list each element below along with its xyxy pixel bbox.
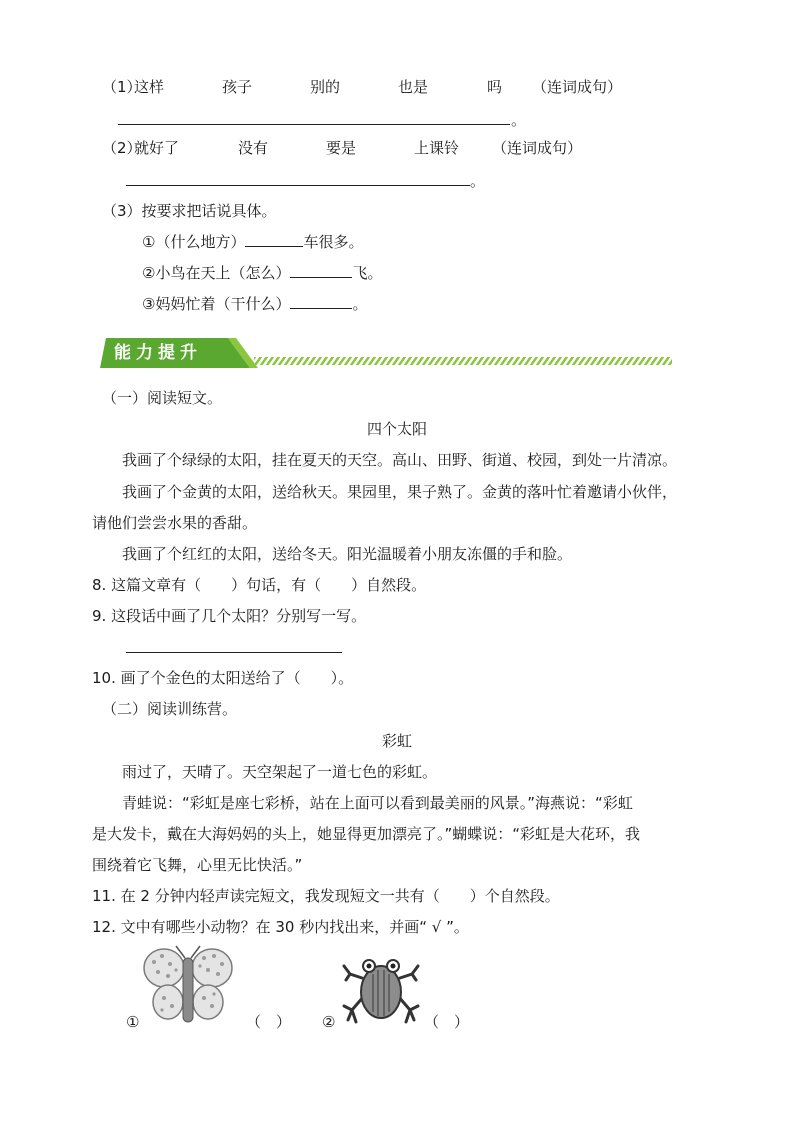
q3-item-3 [142,294,367,314]
question-10: 10. 画了个金色的太阳送给了（ ）。 [92,669,354,687]
question-11: 11. 在 2 分钟内轻声读完短文，我发现短文一共有（ ）个自然段。 [92,887,560,905]
section-banner [100,336,680,370]
q3-item-2-blank[interactable] [290,263,352,278]
part2-paragraph-2-cont-2: 围绕着它飞舞，心里无比快活。” [92,856,303,874]
q2-word-3: 要是 [326,139,357,157]
q3-item-1-prefix: ①（什么地方） [142,233,246,251]
part1-title: 四个太阳 [366,420,427,438]
q1-word-5: 吗 [487,78,503,96]
q3-item-1 [142,232,363,252]
q1-word-3: 别的 [310,78,341,96]
q1-instruction: （连词成句） [532,78,623,96]
q1-period: 。 [511,111,527,129]
q2-word-4: 上课铃 [414,139,460,157]
q3-item-1-blank[interactable] [245,232,303,247]
part1-paragraph-2-cont: 请他们尝尝水果的香甜。 [92,514,258,532]
option-1-label: ① [126,1013,140,1031]
q3-item-2-prefix: ②小鸟在天上（怎么） [142,264,291,282]
q1-number: （1） [102,78,142,96]
question-9: 9. 这段话中画了几个太阳？分别写一写。 [92,607,367,625]
q3-item-3-prefix: ③妈妈忙着（干什么） [142,295,291,313]
part2-paragraph-1: 雨过了，天晴了。天空架起了一道七色的彩虹。 [122,763,438,781]
part1-paragraph-2: 我画了个金黄的太阳，送给秋天。果园里，果子熟了。金黄的落叶忙着邀请小伙伴， [122,483,678,501]
part1-paragraph-3: 我画了个红红的太阳，送给冬天。阳光温暖着小朋友冻僵的手和脸。 [122,545,573,563]
q3-title: （3）按要求把话说具体。 [102,202,277,220]
question-8: 8. 这篇文章有（ ）句话，有（ ）自然段。 [92,576,427,594]
q1-answer-line[interactable] [118,124,510,125]
q1-word-1: 这样 [134,78,165,96]
q2-word-2: 没有 [238,139,269,157]
q3-item-3-suffix: 。 [352,295,368,313]
part1-intro: （一）阅读短文。 [102,389,223,407]
q1-word-4: 也是 [398,78,429,96]
part1-paragraph-1: 我画了个绿绿的太阳，挂在夏天的天空。高山、田野、街道、校园，到处一片清凉。 [122,451,678,469]
part2-intro: （二）阅读训练营。 [102,700,238,718]
q2-period: 。 [470,172,486,190]
q3-item-3-blank[interactable] [290,294,352,309]
frog-icon [342,952,420,1026]
option-1-checkbox[interactable]: （ ） [246,1013,292,1031]
q3-item-2 [142,263,382,283]
part2-title: 彩虹 [381,732,412,750]
q3-item-2-suffix: 飞。 [352,264,383,282]
option-2-label: ② [322,1013,336,1031]
q2-word-1: 就好了 [134,139,180,157]
question-12: 12. 文中有哪些小动物？在 30 秒内找出来，并画“ √ ”。 [92,918,469,936]
question-9-answer-line[interactable] [126,652,342,653]
q2-instruction: （连词成句） [492,139,583,157]
q2-answer-line[interactable] [126,185,470,186]
butterfly-icon [142,944,234,1026]
q3-item-1-suffix: 车很多。 [303,233,364,251]
q2-number: （2） [102,139,142,157]
option-2-checkbox[interactable]: （ ） [424,1013,470,1031]
part2-paragraph-2-cont-1: 是大发卡，戴在大海妈妈的头上，她显得更加漂亮了。”蝴蝶说：“彩虹是大花环，我 [92,825,641,843]
banner-title: 能力提升 [114,343,202,363]
part2-paragraph-2: 青蛙说：“彩虹是座七彩桥，站在上面可以看到最美丽的风景。”海燕说：“彩虹 [122,794,633,812]
q1-word-2: 孩子 [222,78,253,96]
